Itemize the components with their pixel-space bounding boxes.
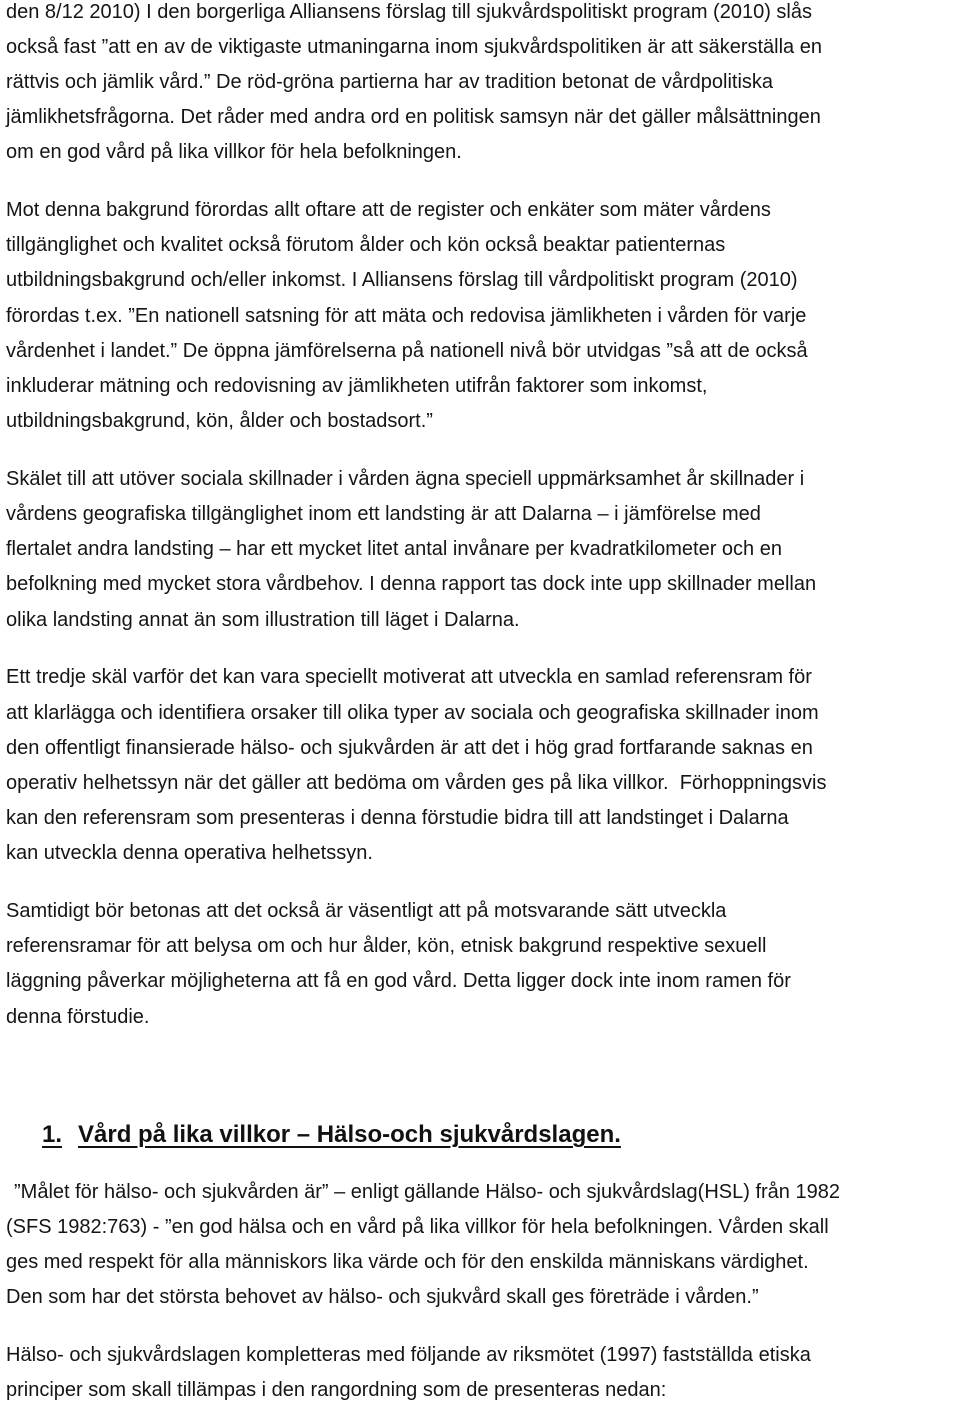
text-line: Den som har det största behovet av hälso- och sjukvård skall ges företräde i vården.” bbox=[6, 1286, 759, 1309]
text-line: (SFS 1982:763) - ”en god hälsa och en vård på lika villkor för hela befolkningen. Vården skall bbox=[6, 1216, 829, 1239]
text-line: referensramar för att belysa om och hur ålder, kön, etnisk bakgrund respektive sexuell bbox=[6, 935, 767, 958]
text-line: jämlikhetsfrågorna. Det råder med andra ord en politisk samsyn när det gäller målsättningen bbox=[6, 105, 821, 128]
text-line: Samtidigt bör betonas att det också är väsentligt att på motsvarande sätt utveckla bbox=[6, 900, 727, 923]
text-line: om en god vård på lika villkor för hela befolkningen. bbox=[6, 141, 462, 164]
paragraph bbox=[6, 1175, 956, 1316]
text-line: principer som skall tillämpas i den rangordning som de presenteras nedan: bbox=[6, 1379, 667, 1402]
paragraph bbox=[6, 0, 956, 170]
text-line: läggning påverkar möjligheterna att få en god vård. Detta ligger dock inte inom ramen för bbox=[6, 970, 791, 993]
text-line: tillgänglighet och kvalitet också förutom ålder och kön också beaktar patienternas bbox=[6, 234, 726, 257]
text-line: kan utveckla denna operativa helhetssyn. bbox=[6, 842, 373, 865]
text-line: ges med respekt för alla människors lika värde och för den enskilda människans värdighet. bbox=[6, 1251, 809, 1274]
text-line: kan den referensram som presenteras i denna förstudie bidra till att landstinget i Dalarna bbox=[6, 807, 789, 830]
text-line: Hälso- och sjukvårdslagen kompletteras med följande av riksmötet (1997) fastställda etiska bbox=[6, 1344, 811, 1367]
text-line: ”Målet för hälso- och sjukvården är” – enligt gällande Hälso- och sjukvårdslag(HSL) från 1982 bbox=[14, 1180, 840, 1203]
document-body bbox=[6, 0, 956, 1409]
text-line: olika landsting annat än som illustration till läget i Dalarna. bbox=[6, 608, 520, 631]
text-line: förordas t.ex. ”En nationell satsning för att mäta och redovisa jämlikheten i vården för varje bbox=[6, 304, 807, 327]
text-line: vårdens geografiska tillgänglighet inom ett landsting är att Dalarna – i jämförelse med bbox=[6, 503, 761, 526]
text-line: utbildningsbakgrund och/eller inkomst. I Alliansens förslag till vårdpolitiskt program (2010) bbox=[6, 269, 798, 292]
text-line: också fast ”att en av de viktigaste utmaningarna inom sjukvårdspolitiken är att säkerställa en bbox=[6, 35, 822, 58]
text-line: vårdenhet i landet.” De öppna jämförelserna på nationell nivå bör utvidgas ”så att de också bbox=[6, 339, 808, 362]
text-line: utbildningsbakgrund, kön, ålder och bostadsort.” bbox=[6, 410, 433, 433]
text-line: denna förstudie. bbox=[6, 1005, 150, 1028]
paragraph bbox=[6, 193, 956, 439]
section-heading bbox=[6, 1115, 956, 1155]
section-title: Vård på lika villkor – Hälso-och sjukvårdslagen. bbox=[78, 1120, 621, 1148]
text-line: den 8/12 2010) I den borgerliga Alliansens förslag till sjukvårdspolitiskt program (2010) slås bbox=[6, 1, 812, 23]
section-number: 1. bbox=[42, 1120, 63, 1148]
text-line: att klarlägga och identifiera orsaker till olika typer av sociala och geografiska skillnader inom bbox=[6, 701, 819, 724]
text-line: operativ helhetssyn när det gäller att bedöma om vården ges på lika villkor. Förhoppningsvis bbox=[6, 771, 827, 794]
text-line: Skälet till att utöver sociala skillnader i vården ägna speciell uppmärksamhet år skillnader i bbox=[6, 467, 805, 490]
text-line: befolkning med mycket stora vårdbehov. I denna rapport tas dock inte upp skillnader mellan bbox=[6, 573, 817, 596]
paragraph bbox=[6, 462, 956, 638]
text-line: den offentligt finansierade hälso- och sjukvården är att det i hög grad fortfarande saknas en bbox=[6, 736, 813, 759]
paragraph bbox=[6, 894, 956, 1035]
paragraph bbox=[6, 660, 956, 871]
text-line: flertalet andra landsting – har ett mycket litet antal invånare per kvadratkilometer och en bbox=[6, 538, 782, 561]
text-line: Ett tredje skäl varför det kan vara speciellt motiverat att utveckla en samlad referensram för bbox=[6, 666, 812, 689]
paragraph bbox=[6, 1338, 956, 1408]
text-line: Mot denna bakgrund förordas allt oftare att de register och enkäter som mäter vårdens bbox=[6, 198, 771, 221]
text-line: rättvis och jämlik vård.” De röd-gröna partierna har av tradition betonat de vårdpolitiska bbox=[6, 70, 774, 93]
text-line: inkluderar mätning och redovisning av jämlikheten utifrån faktorer som inkomst, bbox=[6, 374, 708, 397]
